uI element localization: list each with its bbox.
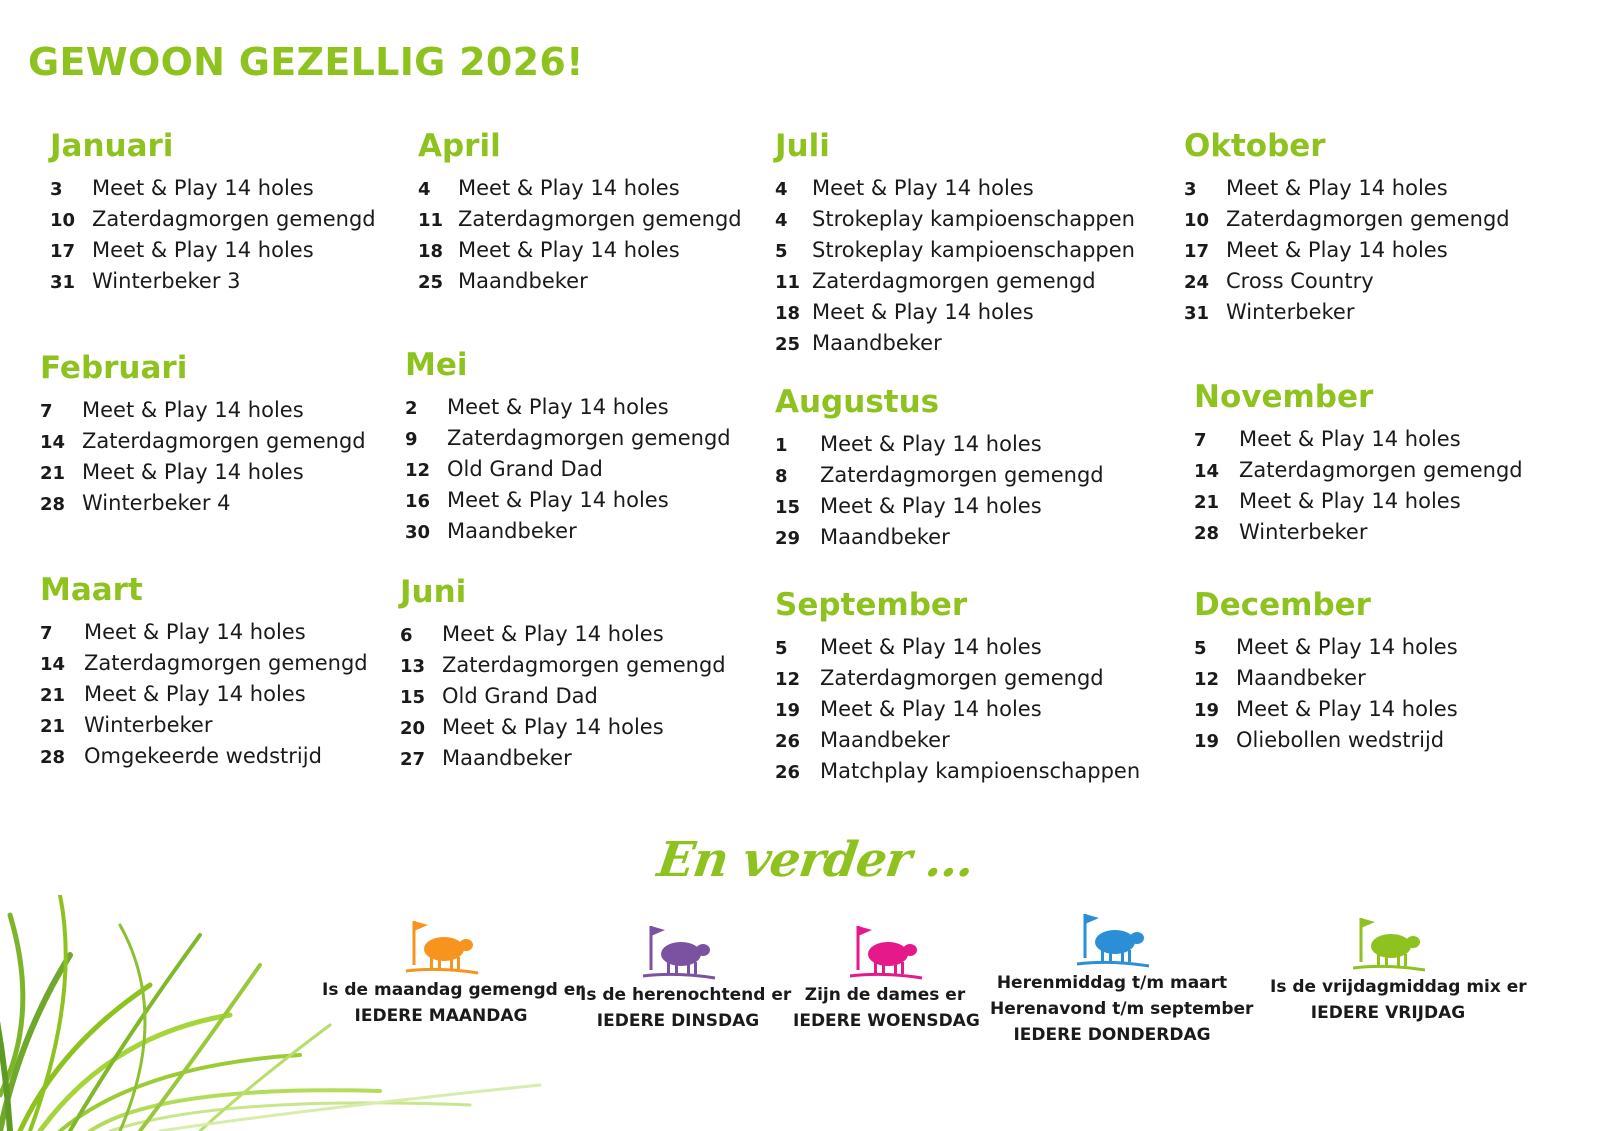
pink-sheep-flag-icon [844,922,926,980]
event-row [775,759,1140,790]
weekly-group [1270,914,1527,1026]
event-name: Zaterdagmorgen gemengd [1226,207,1510,231]
event-day: 19 [1194,731,1220,752]
event-name: Meet & Play 14 holes [458,238,680,262]
event-day: 5 [775,241,788,262]
event-row [400,622,726,653]
event-name: Matchplay kampioenschappen [820,759,1141,783]
event-name: Winterbeker 3 [92,269,241,293]
event-day: 26 [775,731,801,752]
month-heading: Mei [405,347,468,383]
month-juni [400,572,726,777]
event-row [775,463,1104,494]
event-name: Meet & Play 14 holes [82,460,304,484]
weekly-group-line: Is de vrijdagmiddag mix er [1270,977,1527,997]
weekly-group-line: IEDERE WOENSDAG [793,1011,980,1031]
month-mei [405,345,731,550]
event-day: 4 [775,210,788,231]
green-sheep-flag-icon [1347,914,1429,972]
event-row [775,432,1104,463]
event-row [775,494,1104,525]
weekly-group-line: IEDERE DINSDAG [596,1011,760,1031]
event-row [40,398,366,429]
event-name: Meet & Play 14 holes [442,622,664,646]
month-heading: Januari [50,128,174,164]
event-day: 7 [40,623,53,644]
event-name: Meet & Play 14 holes [84,682,306,706]
event-row [1194,635,1458,666]
event-name: Zaterdagmorgen gemengd [820,463,1104,487]
event-name: Zaterdagmorgen gemengd [92,207,376,231]
event-day: 7 [1194,430,1207,451]
weekly-group-line: Is de maandag gemengd er [322,980,584,1000]
event-name: Meet & Play 14 holes [812,300,1034,324]
event-day: 3 [1184,179,1197,200]
event-day: 1 [775,435,788,456]
weekly-group [793,922,980,1034]
event-name: Meet & Play 14 holes [84,620,306,644]
month-heading: Juni [400,574,467,610]
event-day: 25 [418,272,444,293]
event-row [1184,176,1510,207]
event-name: Old Grand Dad [442,684,598,708]
event-day: 12 [1194,669,1220,690]
event-row [1184,207,1510,238]
event-row [775,238,1135,269]
event-name: Zaterdagmorgen gemengd [812,269,1096,293]
event-day: 16 [405,491,431,512]
event-name: Meet & Play 14 holes [820,432,1042,456]
weekly-group-line: IEDERE DONDERDAG [1013,1025,1211,1045]
event-name: Winterbeker [1226,300,1355,324]
event-day: 21 [40,685,66,706]
event-day: 7 [40,401,53,422]
event-row [405,519,731,550]
event-row [405,488,731,519]
event-name: Meet & Play 14 holes [92,238,314,262]
event-day: 17 [1184,241,1210,262]
weekly-group [322,917,584,1029]
event-name: Maandbeker [820,728,950,752]
month-maart [40,570,368,775]
event-row [1184,238,1510,269]
event-day: 8 [775,466,788,487]
event-day: 27 [400,749,426,770]
event-name: Meet & Play 14 holes [1239,489,1461,513]
month-heading: Augustus [775,384,940,420]
event-day: 28 [40,494,66,515]
event-name: Meet & Play 14 holes [1226,176,1448,200]
event-day: 10 [50,210,76,231]
event-row [400,746,726,777]
event-row [50,269,376,300]
event-row [775,666,1140,697]
weekly-group-line: Is de herenochtend er [580,985,792,1005]
event-row [40,713,368,744]
orange-sheep-flag-icon [400,917,482,975]
event-name: Zaterdagmorgen gemengd [82,429,366,453]
event-day: 28 [1194,523,1220,544]
event-day: 21 [40,716,66,737]
event-day: 31 [1184,303,1210,324]
weekly-group-line: IEDERE VRIJDAG [1310,1003,1466,1023]
event-row [400,684,726,715]
event-name: Meet & Play 14 holes [1236,635,1458,659]
event-name: Omgekeerde wedstrijd [84,744,322,768]
event-name: Zaterdagmorgen gemengd [1239,458,1523,482]
weekly-group-line: Herenavond t/m september [990,999,1254,1019]
month-heading: April [418,128,501,164]
event-day: 21 [1194,492,1220,513]
event-day: 17 [50,241,76,262]
weekly-group [580,922,792,1034]
event-row [40,620,368,651]
month-heading: December [1194,587,1371,623]
event-name: Winterbeker 4 [82,491,231,515]
event-day: 24 [1184,272,1210,293]
event-day: 6 [400,625,413,646]
event-name: Meet & Play 14 holes [447,488,669,512]
month-heading: Oktober [1184,128,1326,164]
event-row [1194,458,1523,489]
event-name: Meet & Play 14 holes [820,494,1042,518]
event-row [405,426,731,457]
event-name: Maandbeker [442,746,572,770]
event-day: 5 [1194,638,1207,659]
month-januari [50,126,376,300]
event-row [50,238,376,269]
event-row [50,207,376,238]
event-name: Meet & Play 14 holes [820,635,1042,659]
event-row [775,331,1135,362]
month-september [775,585,1140,790]
event-row [775,300,1135,331]
en-verder-heading: En verder ... [654,832,978,888]
page-title: GEWOON GEZELLIG 2026! [28,40,584,84]
event-row [775,207,1135,238]
event-name: Strokeplay kampioenschappen [812,207,1135,231]
event-name: Maandbeker [820,525,950,549]
event-day: 4 [775,179,788,200]
event-name: Zaterdagmorgen gemengd [447,426,731,450]
event-row [1194,728,1458,759]
month-augustus [775,382,1104,556]
event-day: 14 [1194,461,1220,482]
event-name: Zaterdagmorgen gemengd [820,666,1104,690]
event-day: 10 [1184,210,1210,231]
event-day: 5 [775,638,788,659]
event-day: 29 [775,528,801,549]
event-row [418,238,742,269]
event-day: 18 [775,303,801,324]
event-name: Maandbeker [1236,666,1366,690]
event-day: 18 [418,241,444,262]
event-name: Cross Country [1226,269,1374,293]
event-row [40,460,366,491]
event-row [400,715,726,746]
month-heading: Februari [40,350,188,386]
month-april [418,126,742,300]
event-row [418,176,742,207]
weekly-group-line: Zijn de dames er [804,985,966,1005]
event-day: 21 [40,463,66,484]
event-name: Meet & Play 14 holes [820,697,1042,721]
event-row [1194,520,1523,551]
month-heading: November [1194,379,1374,415]
event-day: 19 [775,700,801,721]
event-row [1194,666,1458,697]
event-name: Zaterdagmorgen gemengd [458,207,742,231]
event-name: Maandbeker [447,519,577,543]
event-row [418,269,742,300]
weekly-group [990,910,1254,1048]
event-row [40,491,366,522]
event-day: 3 [50,179,63,200]
event-name: Meet & Play 14 holes [1226,238,1448,262]
event-day: 26 [775,762,801,783]
event-row [775,525,1104,556]
event-day: 9 [405,429,418,450]
event-day: 4 [418,179,431,200]
event-row [40,682,368,713]
event-day: 28 [40,747,66,768]
event-name: Maandbeker [458,269,588,293]
blue-sheep-flag-icon [1071,910,1153,968]
event-name: Maandbeker [812,331,942,355]
event-name: Meet & Play 14 holes [82,398,304,422]
event-row [775,176,1135,207]
event-row [400,653,726,684]
event-day: 15 [400,687,426,708]
event-day: 13 [400,656,426,677]
event-day: 14 [40,654,66,675]
event-name: Old Grand Dad [447,457,603,481]
event-row [775,697,1140,728]
month-heading: September [775,587,968,623]
event-day: 11 [418,210,444,231]
event-name: Zaterdagmorgen gemengd [84,651,368,675]
event-name: Meet & Play 14 holes [92,176,314,200]
event-row [775,269,1135,300]
event-row [40,651,368,682]
event-day: 11 [775,272,801,293]
event-row [1194,697,1458,728]
event-row [418,207,742,238]
event-name: Meet & Play 14 holes [812,176,1034,200]
event-day: 12 [775,669,801,690]
event-row [1184,269,1510,300]
event-name: Zaterdagmorgen gemengd [442,653,726,677]
month-heading: Maart [40,572,143,608]
event-row [1184,300,1510,331]
month-oktober [1184,126,1510,331]
event-name: Meet & Play 14 holes [1239,427,1461,451]
event-row [1194,427,1523,458]
event-row [40,744,368,775]
purple-sheep-flag-icon [637,922,719,980]
month-november [1194,377,1523,551]
event-name: Meet & Play 14 holes [442,715,664,739]
event-day: 30 [405,522,431,543]
month-heading: Juli [775,128,830,164]
event-row [50,176,376,207]
event-name: Strokeplay kampioenschappen [812,238,1135,262]
event-day: 20 [400,718,426,739]
event-name: Meet & Play 14 holes [458,176,680,200]
event-row [775,728,1140,759]
event-day: 14 [40,432,66,453]
month-juli [775,126,1135,362]
weekly-group-line: Herenmiddag t/m maart [996,973,1228,993]
event-name: Meet & Play 14 holes [447,395,669,419]
event-row [405,457,731,488]
event-row [40,429,366,460]
event-row [775,635,1140,666]
event-name: Winterbeker [84,713,213,737]
month-februari [40,348,366,522]
event-day: 25 [775,334,801,355]
event-name: Winterbeker [1239,520,1368,544]
event-name: Meet & Play 14 holes [1236,697,1458,721]
event-day: 12 [405,460,431,481]
event-day: 2 [405,398,418,419]
weekly-group-line: IEDERE MAANDAG [354,1006,528,1026]
event-day: 15 [775,497,801,518]
event-row [1194,489,1523,520]
month-december [1194,585,1458,759]
event-day: 19 [1194,700,1220,721]
event-day: 31 [50,272,76,293]
event-name: Oliebollen wedstrijd [1236,728,1445,752]
event-row [405,395,731,426]
